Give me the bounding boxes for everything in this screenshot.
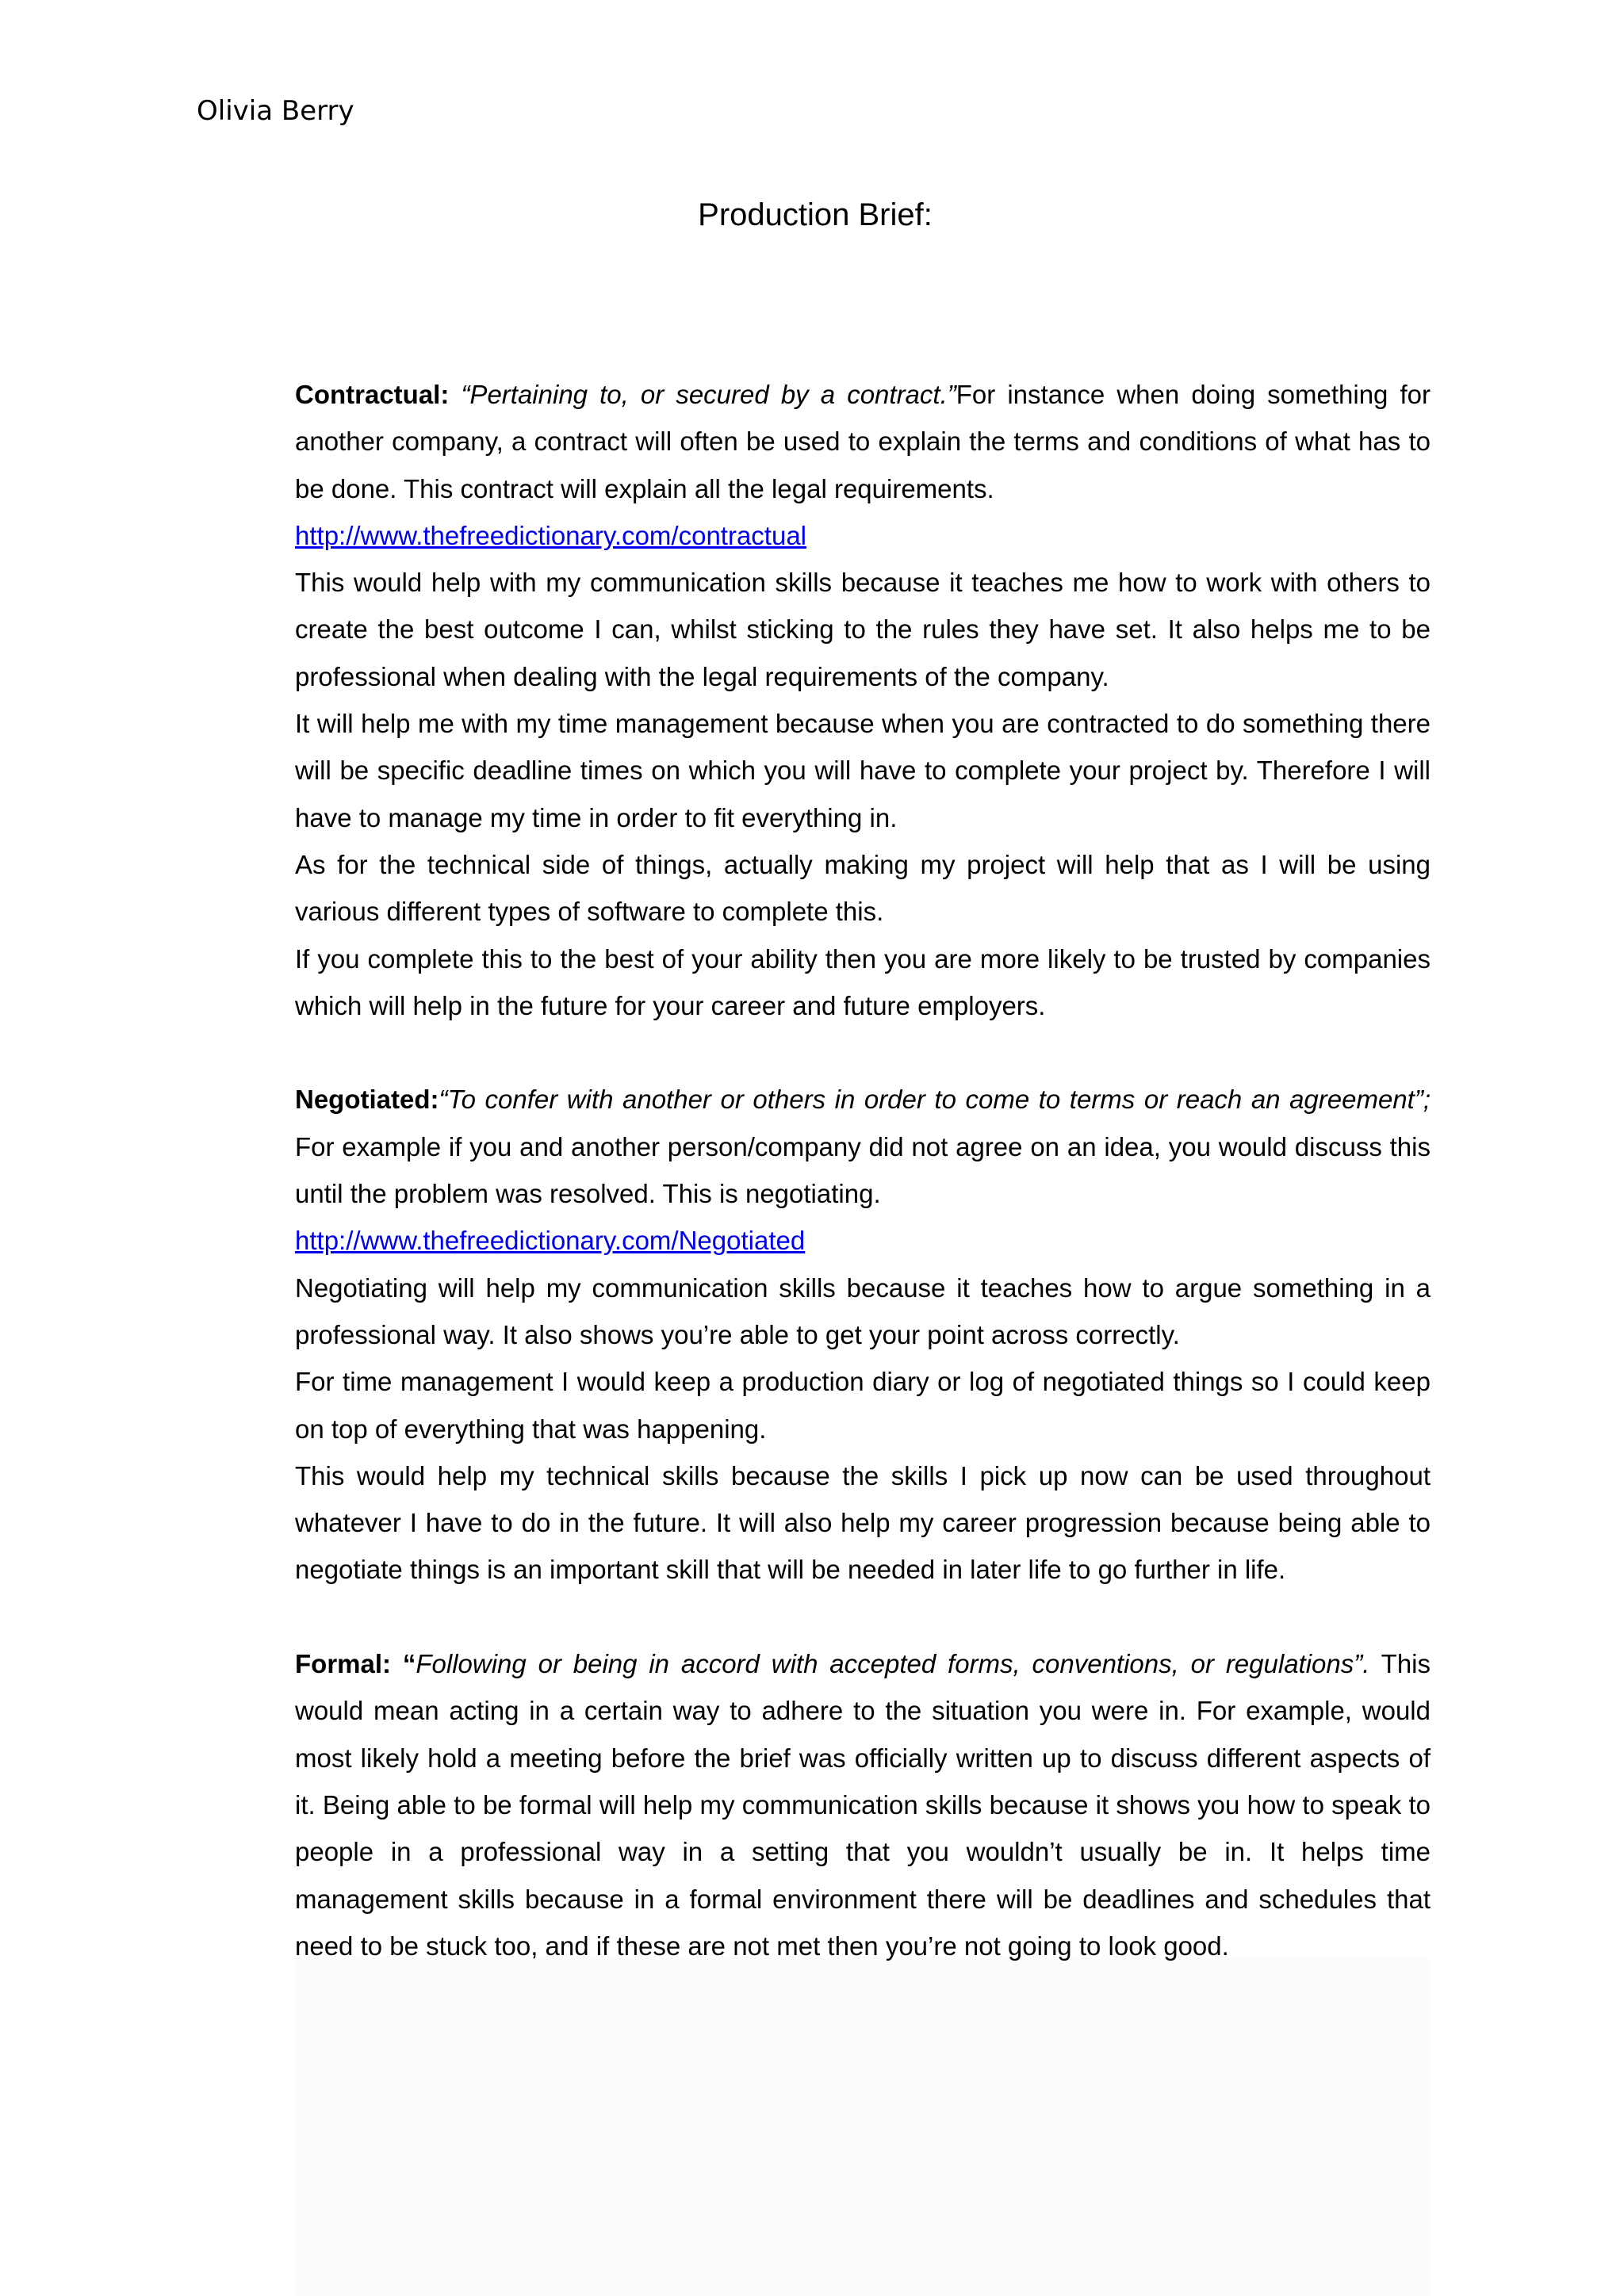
definition-quote: “Pertaining to, or secured by a contract.” xyxy=(461,380,956,409)
body-paragraph: This would help my technical skills because the skills I pick up now can be used throughout whatever I have to do in the future. It will also help my career progression because being able to negotiate things is an important skill that will be needed in later life to go further in life. xyxy=(295,1460,1431,1585)
definition-quote: “To confer with another or others in order to come to terms or reach an agreement”; xyxy=(439,1085,1431,1115)
header-author: Olivia Berry xyxy=(197,95,354,127)
body-paragraph: This would help with my communication skills because it teaches me how to work with others to create the best outcome I can, whilst sticking to the rules they have set. It also helps me to be professional when dealing with the legal requirements of the company. xyxy=(295,568,1431,691)
page-title: Production Brief: xyxy=(698,197,933,232)
body-paragraph: Negotiating will help my communication skills because it teaches how to argue something in a professional way. It also shows you’re able to get your point across correctly. xyxy=(295,1272,1431,1349)
term-heading: Negotiated: xyxy=(295,1085,439,1115)
term-heading: Contractual: xyxy=(295,380,450,409)
body-paragraph: If you complete this to the best of your ability then you are more likely to be trusted by companies which will help in the future for your career and future employers. xyxy=(295,943,1431,1020)
dictionary-link[interactable]: http://www.thefreedictionary.com/Negotiated xyxy=(295,1226,806,1256)
definition-paragraph xyxy=(295,371,1431,512)
quote-open-mark: “ xyxy=(391,1649,416,1679)
body-paragraph: As for the technical side of things, actually making my project will help that as I will be using various different types of software to complete this. xyxy=(295,849,1431,927)
document-body xyxy=(295,371,1431,2016)
section-contractual xyxy=(295,371,1431,1029)
definition-paragraph xyxy=(295,1640,1431,1969)
definition-paragraph xyxy=(295,1076,1431,1217)
definition-explanation: This would mean acting in a certain way to adhere to the situation you were in. For example, would most likely hold a meeting before the brief was officially written up to discuss different aspects of it. Being able to be formal will help my communication skills because it shows you how to speak to people in a professional way in a setting that you wouldn’t usually be in. It helps time management skills because in a formal environment there will be deadlines and schedules that need to be stuck too, and if these are not met then you’re not going to look good. xyxy=(295,1649,1431,1961)
body-paragraph: For time management I would keep a production diary or log of negotiated things so I could keep on top of everything that was happening. xyxy=(295,1367,1431,1444)
dictionary-link[interactable]: http://www.thefreedictionary.com/contractual xyxy=(295,520,807,550)
term-heading: Formal: xyxy=(295,1649,392,1679)
section-negotiated xyxy=(295,1076,1431,1593)
definition-explanation: For instance when doing something for another company, a contract will often be used to explain the terms and conditions of what has to be done. This contract will explain all the legal requirements. xyxy=(295,380,1431,503)
body-paragraph: It will help me with my time management because when you are contracted to do something there will be specific deadline times on which you will have to complete your project by. Therefore I will have to manage my time in order to fit everything in. xyxy=(295,709,1431,832)
definition-explanation: For example if you and another person/company did not agree on an idea, you would discuss this until the problem was resolved. This is negotiating. xyxy=(295,1131,1431,1209)
definition-quote: Following or being in accord with accepted forms, conventions, or regulations”. xyxy=(416,1649,1370,1679)
section-formal xyxy=(295,1640,1431,1969)
